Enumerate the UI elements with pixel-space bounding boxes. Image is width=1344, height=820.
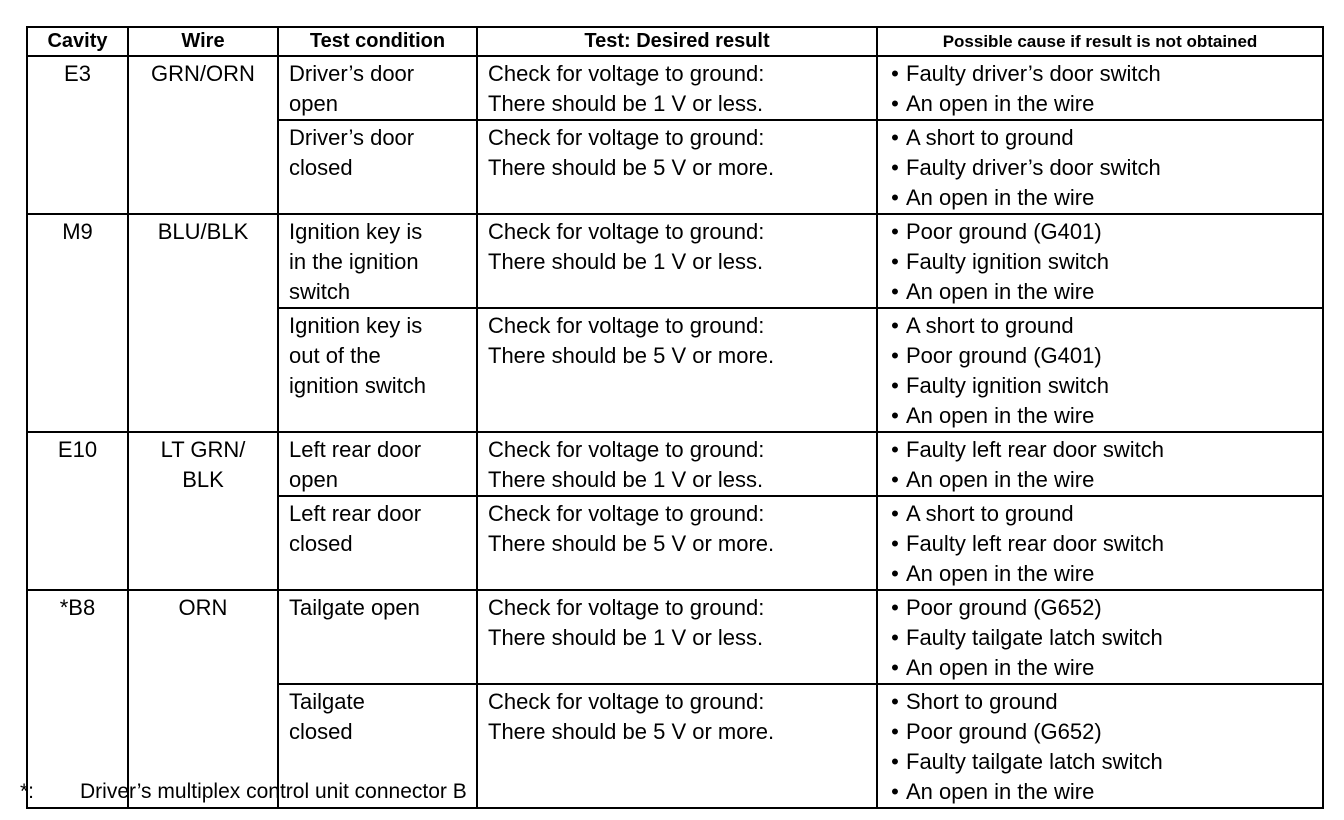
possible-cause-cell [877, 214, 1323, 308]
desired-result-cell [477, 308, 877, 432]
cause-text: A short to ground [906, 313, 1074, 338]
cause-list-item [884, 123, 1316, 153]
desired-result-line: There should be 1 V or less. [488, 91, 764, 116]
possible-cause-cell [877, 432, 1323, 496]
test-condition-cell [278, 214, 477, 308]
cause-list [884, 435, 1316, 495]
cause-list [884, 311, 1316, 431]
test-condition-line: open [289, 467, 338, 492]
header-row [27, 27, 1323, 56]
desired-result-line: There should be 1 V or less. [488, 249, 764, 274]
desired-result-line: There should be 5 V or more. [488, 531, 775, 556]
cause-list-item [884, 593, 1316, 623]
cause-text: An open in the wire [906, 185, 1095, 210]
footnote-mark: *: [20, 780, 35, 803]
wire-color-line: LT GRN/ [160, 437, 246, 462]
cause-list-item [884, 59, 1316, 89]
footnote [20, 780, 467, 804]
desired-result-line: Check for voltage to ground: [488, 125, 765, 150]
wire-color-line: GRN/ORN [151, 61, 255, 86]
desired-result-line: Check for voltage to ground: [488, 61, 765, 86]
cause-list-item [884, 277, 1316, 307]
cause-text: Faulty driver’s door switch [906, 155, 1161, 180]
test-condition-cell [278, 496, 477, 590]
desired-result-line: Check for voltage to ground: [488, 595, 765, 620]
cause-text: A short to ground [906, 501, 1074, 526]
wire-cell [128, 56, 278, 214]
test-condition-line: Tailgate [289, 689, 365, 714]
cause-list-item [884, 311, 1316, 341]
possible-cause-cell [877, 308, 1323, 432]
cause-text: A short to ground [906, 125, 1074, 150]
cause-list-item [884, 341, 1316, 371]
cause-list-item [884, 217, 1316, 247]
desired-result-line: There should be 1 V or less. [488, 467, 764, 492]
header-desired-result: Test: Desired result [477, 27, 877, 56]
cavity-cell: M9 [27, 214, 128, 432]
test-condition-line: closed [289, 719, 353, 744]
possible-cause-cell [877, 56, 1323, 120]
desired-result-line: There should be 5 V or more. [488, 155, 775, 180]
cause-list-item [884, 371, 1316, 401]
cause-text: Faulty ignition switch [906, 249, 1109, 274]
connector-test-table [26, 26, 1324, 809]
cause-text: Short to ground [906, 689, 1058, 714]
cause-text: Faulty ignition switch [906, 373, 1109, 398]
test-condition-line: Left rear door [289, 501, 422, 526]
test-condition-line: Left rear door [289, 437, 422, 462]
cause-list [884, 593, 1316, 683]
cause-list-item [884, 153, 1316, 183]
table-row [27, 56, 1323, 120]
cause-list-item [884, 499, 1316, 529]
desired-result-line: There should be 5 V or more. [488, 343, 775, 368]
test-table-document [26, 26, 1322, 809]
header-cavity: Cavity [27, 27, 128, 56]
cause-list-item [884, 687, 1316, 717]
test-condition-line: closed [289, 531, 353, 556]
cause-text: An open in the wire [906, 779, 1095, 804]
possible-cause-cell [877, 684, 1323, 808]
cause-list-item [884, 183, 1316, 213]
cause-list-item [884, 247, 1316, 277]
cause-text: An open in the wire [906, 91, 1095, 116]
cause-list [884, 687, 1316, 807]
table-body [27, 56, 1323, 808]
desired-result-line: Check for voltage to ground: [488, 689, 765, 714]
cause-list-item [884, 653, 1316, 683]
header-test-condition: Test condition [278, 27, 477, 56]
desired-result-cell [477, 432, 877, 496]
cavity-cell: *B8 [27, 590, 128, 808]
desired-result-cell [477, 496, 877, 590]
cause-list [884, 59, 1316, 119]
cavity-cell: E10 [27, 432, 128, 590]
cause-text: An open in the wire [906, 467, 1095, 492]
cause-list-item [884, 717, 1316, 747]
table-row [27, 590, 1323, 684]
test-condition-line: Driver’s door [289, 61, 415, 86]
desired-result-cell [477, 590, 877, 684]
wire-cell [128, 214, 278, 432]
table-row [27, 432, 1323, 496]
test-condition-line: open [289, 91, 338, 116]
test-condition-line: out of the [289, 343, 381, 368]
cause-text: Poor ground (G401) [906, 343, 1102, 368]
test-condition-line: Driver’s door [289, 125, 415, 150]
test-condition-line: Tailgate open [289, 595, 420, 620]
test-condition-cell [278, 56, 477, 120]
cause-text: An open in the wire [906, 279, 1095, 304]
test-condition-cell [278, 308, 477, 432]
cause-list [884, 499, 1316, 589]
cause-list [884, 123, 1316, 213]
cause-text: Poor ground (G652) [906, 719, 1102, 744]
cause-text: Poor ground (G401) [906, 219, 1102, 244]
desired-result-cell [477, 684, 877, 808]
cause-text: Poor ground (G652) [906, 595, 1102, 620]
test-condition-line: ignition switch [289, 373, 426, 398]
desired-result-line: Check for voltage to ground: [488, 219, 765, 244]
cause-text: Faulty tailgate latch switch [906, 625, 1163, 650]
header-wire: Wire [128, 27, 278, 56]
cause-text: Faulty tailgate latch switch [906, 749, 1163, 774]
desired-result-cell [477, 120, 877, 214]
desired-result-cell [477, 56, 877, 120]
wire-color-line: ORN [178, 595, 228, 620]
cause-list-item [884, 435, 1316, 465]
cause-list-item [884, 777, 1316, 807]
cause-list-item [884, 559, 1316, 589]
test-condition-cell [278, 590, 477, 684]
cause-text: Faulty left rear door switch [906, 437, 1164, 462]
cause-list-item [884, 89, 1316, 119]
cause-list [884, 217, 1316, 307]
cause-list-item [884, 747, 1316, 777]
desired-result-line: There should be 1 V or less. [488, 625, 764, 650]
header-possible-cause: Possible cause if result is not obtained [877, 27, 1323, 56]
cause-text: An open in the wire [906, 561, 1095, 586]
possible-cause-cell [877, 496, 1323, 590]
table-row [27, 214, 1323, 308]
cause-list-item [884, 529, 1316, 559]
wire-cell [128, 590, 278, 808]
test-condition-line: in the ignition [289, 249, 419, 274]
desired-result-line: There should be 5 V or more. [488, 719, 775, 744]
test-condition-line: closed [289, 155, 353, 180]
cause-text: An open in the wire [906, 403, 1095, 428]
cause-text: An open in the wire [906, 655, 1095, 680]
desired-result-line: Check for voltage to ground: [488, 501, 765, 526]
footnote-text: Driver’s multiplex control unit connector B [80, 780, 467, 803]
cavity-cell: E3 [27, 56, 128, 214]
wire-color-line: BLK [182, 467, 224, 492]
test-condition-line: switch [289, 279, 351, 304]
desired-result-line: Check for voltage to ground: [488, 437, 765, 462]
cause-list-item [884, 623, 1316, 653]
test-condition-line: Ignition key is [289, 313, 423, 338]
test-condition-cell [278, 432, 477, 496]
cause-text: Faulty driver’s door switch [906, 61, 1161, 86]
possible-cause-cell [877, 120, 1323, 214]
wire-color-line: BLU/BLK [157, 219, 249, 244]
test-condition-line: Ignition key is [289, 219, 423, 244]
test-condition-cell [278, 120, 477, 214]
desired-result-cell [477, 214, 877, 308]
wire-cell [128, 432, 278, 590]
cause-list-item [884, 401, 1316, 431]
cause-list-item [884, 465, 1316, 495]
possible-cause-cell [877, 590, 1323, 684]
desired-result-line: Check for voltage to ground: [488, 313, 765, 338]
cause-text: Faulty left rear door switch [906, 531, 1164, 556]
